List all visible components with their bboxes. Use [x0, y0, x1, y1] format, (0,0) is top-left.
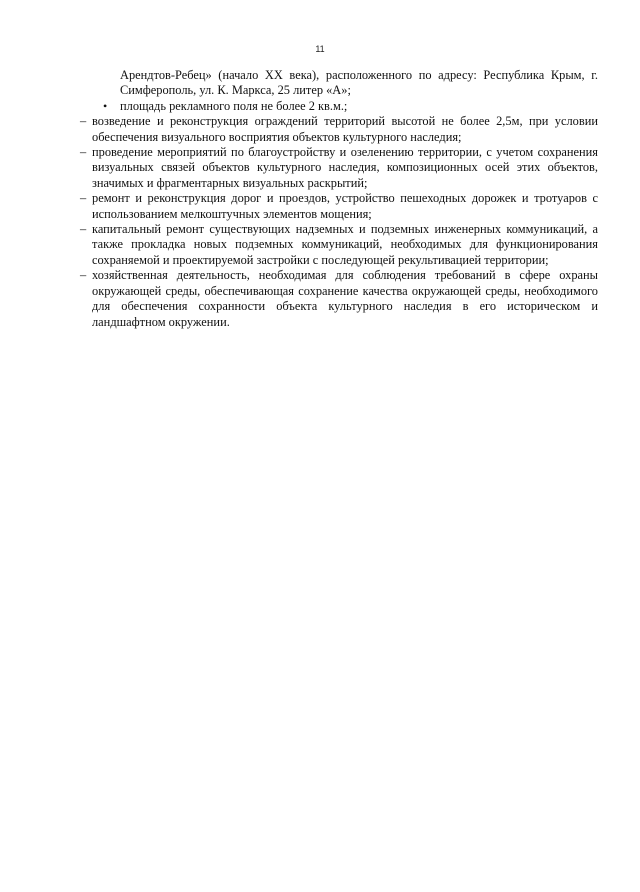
list-item — [80, 114, 598, 145]
list-item-text: проведение мероприятий по благоустройству и озеленению территории, с учетом сохранения визуальных связей объектов культурного наследия, композиционных осей этих объектов, значимых и фрагментарных визуальных раскрытий; — [92, 145, 598, 190]
list-item — [80, 268, 598, 330]
dash-marker: – — [80, 268, 87, 283]
page-number: 11 — [315, 44, 325, 54]
list-item — [80, 191, 598, 222]
dash-list — [80, 114, 598, 330]
list-item — [80, 222, 598, 268]
list-item — [80, 145, 598, 191]
bullet-item — [92, 99, 598, 114]
list-item-text: капитальный ремонт существующих надземных и подземных инженерных коммуникаций, а также прокладка новых подземных коммуникаций, необходимых для функционирования сохраняемой и проектируемой застройки с последующей рекультивацией территории; — [92, 222, 598, 267]
continuation-paragraph: Арендтов-Ребец» (начало XX века), расположенного по адресу: Республика Крым, г. Симферополь, ул. К. Маркса, 25 литер «А»; — [120, 68, 598, 98]
dash-marker: – — [80, 222, 87, 237]
list-item-text: хозяйственная деятельность, необходимая для соблюдения требований в сфере охраны окружающей среды, обеспечивающая сохранение качества окружающей среды, необходимого для обеспечения сохранности объекта культурного наследия в его историческом и ландшафтном окружении. — [92, 268, 598, 329]
list-item-text: ремонт и реконструкция дорог и проездов, устройство пешеходных дорожек и тротуаров с использованием мелкоштучных элементов мощения; — [92, 191, 598, 221]
bullet-marker: • — [103, 98, 108, 113]
list-item-text: возведение и реконструкция ограждений территорий высотой не более 2,5м, при условии обеспечения визуального восприятия объектов культурного наследия; — [92, 114, 598, 144]
document-body — [80, 68, 598, 330]
dash-marker: – — [80, 114, 87, 129]
dash-marker: – — [80, 145, 87, 160]
dash-marker: – — [80, 191, 87, 206]
bullet-item-text: площадь рекламного поля не более 2 кв.м.; — [120, 98, 348, 113]
